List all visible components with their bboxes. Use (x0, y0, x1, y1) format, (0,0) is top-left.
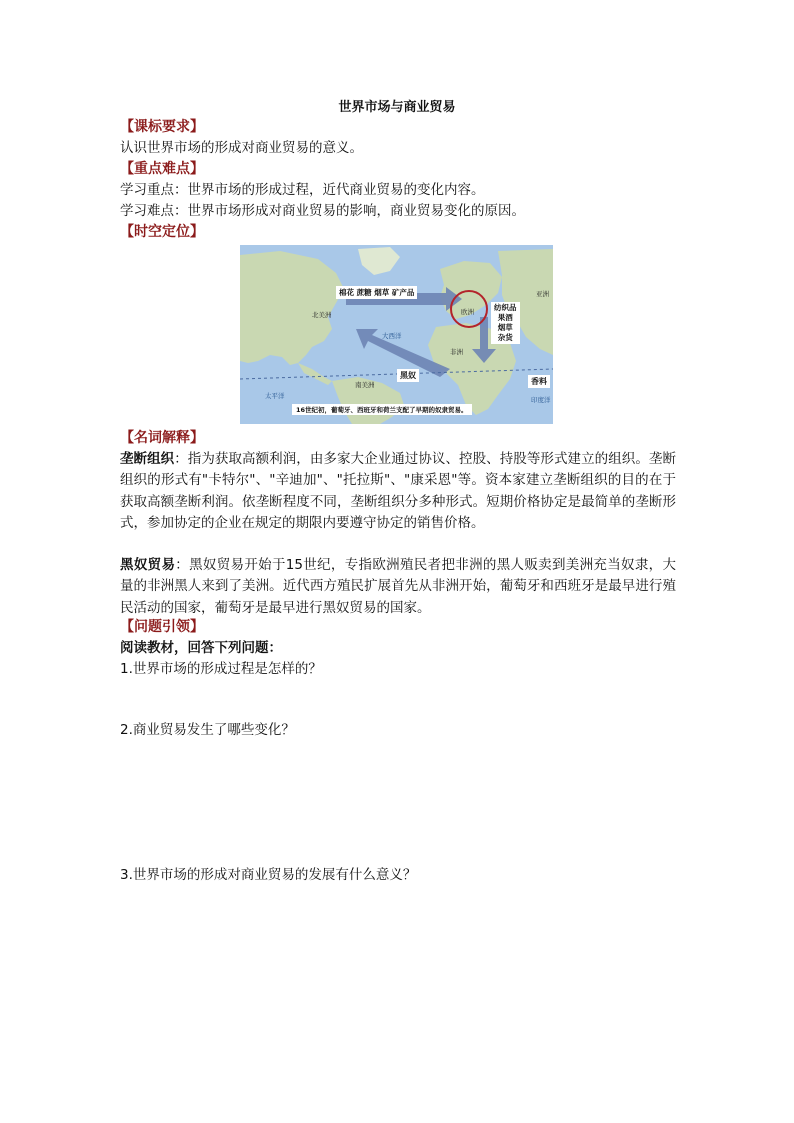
trade-route-map (240, 245, 553, 424)
questions-intro: 阅读教材，回答下列问题： (120, 640, 282, 656)
question-3: 3.世界市场的形成对商业贸易的发展有什么意义？ (120, 867, 417, 883)
manufactures-label (491, 302, 520, 344)
question-1: 1.世界市场的形成过程是怎样的？ (120, 661, 322, 677)
africa-label: 非洲 (450, 348, 463, 356)
manufacture-item: 杂货 (497, 333, 513, 342)
slave-trade-text: ：黑奴贸易开始于15世纪，专指欧洲殖民者把非洲的黑人贩卖到美洲充当奴隶，大量的非洲黑人来到了美洲。近代西方殖民扩展首先从非洲开始，葡萄牙和西班牙是最早进行殖民活动的国家，葡萄牙是最早进行黑奴贸易的国家。 (120, 557, 676, 616)
manufacture-item: 果酒 (497, 313, 513, 322)
slave-trade-term: 黑奴贸易 (120, 557, 176, 573)
standard-text: 认识世界市场的形成对商业贸易的意义。 (120, 140, 363, 156)
page-title: 世界市场与商业贸易 (338, 100, 456, 115)
difficulty-text: 学习难点：世界市场形成对商业贸易的影响，商业贸易变化的原因。 (120, 203, 525, 219)
slaves-label: 黑奴 (397, 369, 419, 382)
asia-label: 亚洲 (536, 290, 549, 298)
north-america-label: 北美洲 (312, 311, 332, 319)
heading-questions: 【问题引领】 (120, 619, 204, 635)
map-caption: 16世纪初，葡萄牙、西班牙和荷兰支配了早期的奴隶贸易。 (292, 404, 472, 415)
slave-trade-paragraph (120, 555, 676, 619)
spices-label: 香料 (528, 375, 550, 388)
goods-label: 棉花 蔗糖 烟草 矿产品 (336, 286, 417, 299)
indian-ocean-label: 印度洋 (531, 396, 551, 404)
heading-time-space: 【时空定位】 (120, 224, 204, 240)
heading-key-points: 【重点难点】 (120, 161, 204, 177)
monopoly-paragraph (120, 449, 676, 534)
focus-text: 学习重点：世界市场的形成过程，近代商业贸易的变化内容。 (120, 182, 485, 198)
heading-terms: 【名词解释】 (120, 430, 204, 446)
europe-label: 欧洲 (461, 308, 474, 316)
atlantic-label: 大西洋 (382, 332, 402, 340)
question-2: 2.商业贸易发生了哪些变化？ (120, 722, 295, 738)
manufacture-item: 烟草 (497, 323, 513, 332)
manufacture-item: 纺织品 (494, 303, 517, 312)
heading-standard: 【课标要求】 (120, 119, 204, 135)
monopoly-text: ：指为获取高额利润，由多家大企业通过协议、控股、持股等形式建立的组织。垄断组织的形式有"卡特尔"、"辛迪加"、"托拉斯"、"康采恩"等。资本家建立垄断组织的目的在于获取高额垄断利润。依垄断程度不同，垄断组织分多种形式。短期价格协定是最简单的垄断形式，参加协定的企业在规定的期限内要遵守协定的销售价格。 (120, 451, 676, 531)
monopoly-term: 垄断组织 (120, 451, 175, 467)
south-america-label: 南美洲 (355, 381, 375, 389)
pacific-label: 太平洋 (265, 392, 285, 400)
